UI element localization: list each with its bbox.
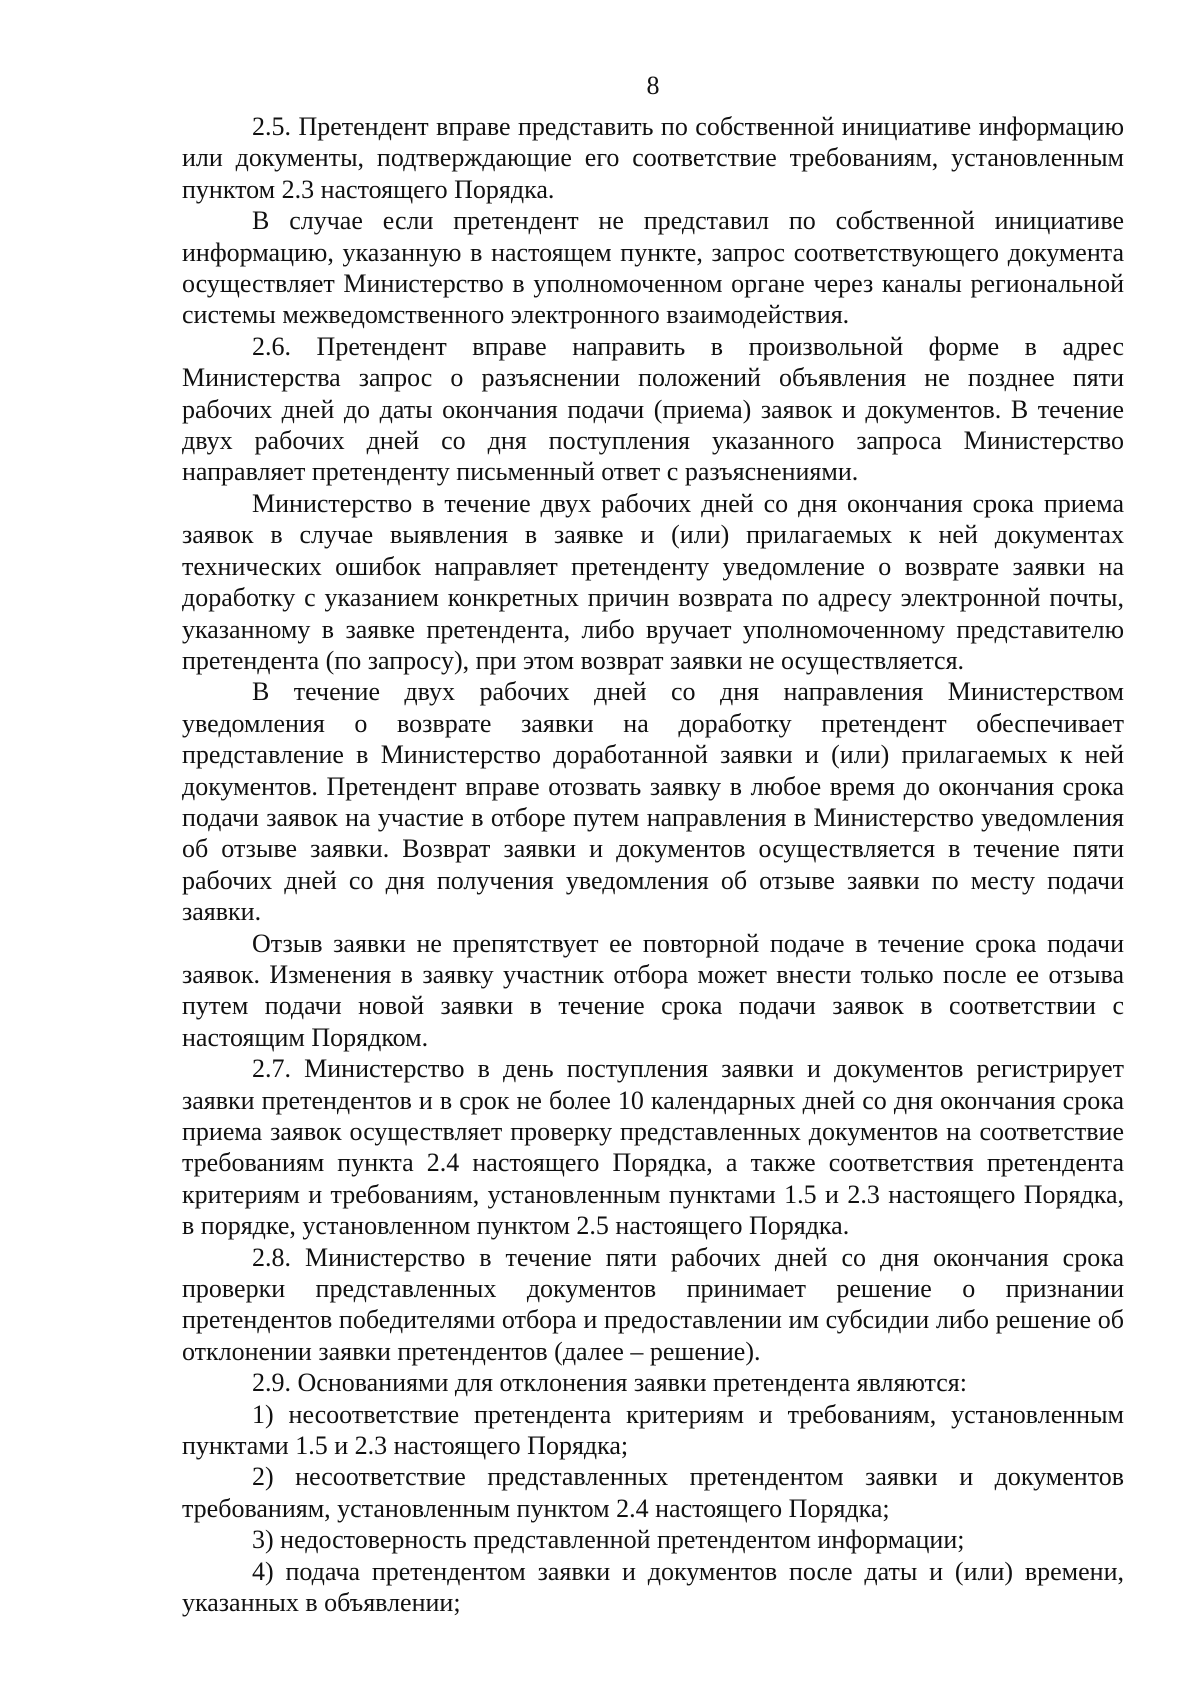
- list-item-4: 4) подача претендентом заявки и документов после даты и (или) времени, указанных в объявлении;: [182, 1556, 1124, 1618]
- paragraph-2-6-resubmission: В течение двух рабочих дней со дня направления Министерством уведомления о возврате заявки на доработку претендент обеспечивает представление в Министерство доработанной заявки и (или) прилагаемых к ней документов. Претендент вправе отозвать заявку в любое время до окончания срока подачи заявок на участие в отборе путем направления в Министерство уведомления об отзыве заявки. Возврат заявки и документов осуществляется в течение пяти рабочих дней со дня получения уведомления об отзыве заявки по месту подачи заявки.: [182, 677, 1124, 927]
- page-number: 8: [646, 71, 660, 100]
- list-item-1: 1) несоответствие претендента критериям и требованиям, установленным пунктами 1.5 и 2.3 настоящего Порядка;: [182, 1399, 1124, 1461]
- paragraph-2-9: 2.9. Основаниями для отклонения заявки претендента являются:: [252, 1368, 967, 1398]
- paragraph-2-6-withdrawal: Отзыв заявки не препятствует ее повторной подаче в течение срока подачи заявок. Изменения в заявку участник отбора может внести только после ее отзыва путем подачи новой заявки в течение срока подачи заявок в соответствии с настоящим Порядком.: [182, 928, 1124, 1052]
- paragraph-2-8: 2.8. Министерство в течение пяти рабочих дней со дня окончания срока проверки представленных документов принимает решение о признании претендентов победителями отбора и предоставлении им субсидии либо решение об отклонении заявки претендентов (далее – решение).: [182, 1242, 1124, 1366]
- paragraph-2-5-request: В случае если претендент не представил по собственной инициативе информацию, указанную в настоящем пункте, запрос соответствующего документа осуществляет Министерство в уполномоченном органе через каналы региональной системы межведомственного электронного взаимодействия.: [182, 206, 1124, 330]
- paragraph-2-5: 2.5. Претендент вправе представить по собственной инициативе информацию или документы, подтверждающие его соответствие требованиям, установленным пунктом 2.3 настоящего Порядка.: [182, 112, 1124, 204]
- document-page: [182, 70, 1124, 1619]
- list-item-3: 3) недостоверность представленной претендентом информации;: [252, 1525, 965, 1555]
- list-item-2: 2) несоответствие представленных претендентом заявки и документов требованиям, установленным пунктом 2.4 настоящего Порядка;: [182, 1462, 1124, 1523]
- paragraph-2-7: 2.7. Министерство в день поступления заявки и документов регистрирует заявки претендентов и в срок не более 10 календарных дней со дня окончания срока приема заявок осуществляет проверку представленных документов на соответствие требованиям пункта 2.4 настоящего Порядка, а также соответствия претендента критериям и требованиям, установленным пунктами 1.5 и 2.3 настоящего Порядка, в порядке, установленном пунктом 2.5 настоящего Порядка.: [182, 1054, 1124, 1241]
- paragraph-2-6-return: Министерство в течение двух рабочих дней со дня окончания срока приема заявок в случае выявления в заявке и (или) прилагаемых к ней документах технических ошибок направляет претенденту уведомление о возврате заявки на доработку с указанием конкретных причин возврата по адресу электронной почты, указанному в заявке претендента, либо вручает уполномоченному представителю претендента (по запросу), при этом возврат заявки не осуществляется.: [182, 488, 1124, 675]
- paragraph-2-6: 2.6. Претендент вправе направить в произвольной форме в адрес Министерства запрос о разъяснении положений объявления не позднее пяти рабочих дней до даты окончания подачи (приема) заявок и документов. В течение двух рабочих дней со дня поступления указанного запроса Министерство направляет претенденту письменный ответ с разъяснениями.: [182, 331, 1124, 487]
